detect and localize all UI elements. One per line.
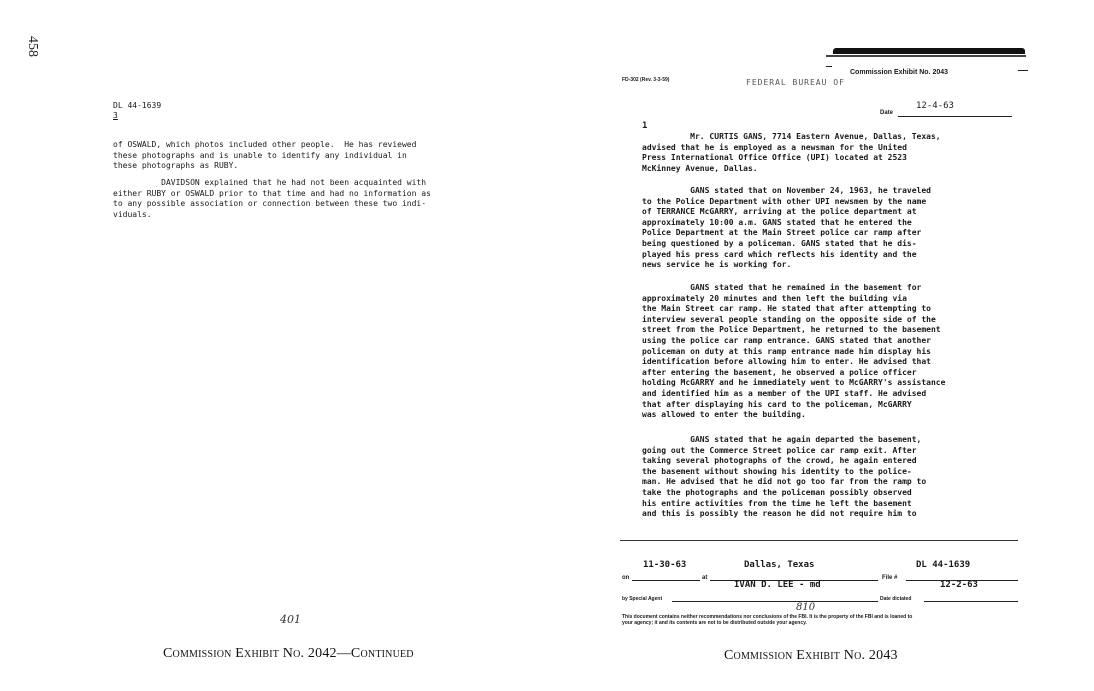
footer-on-value: 11-30-63: [643, 560, 687, 570]
footer-initials: 810: [796, 602, 816, 613]
handwritten-page-number: 401: [280, 613, 301, 626]
right-paragraph-2: GANS stated that on November 24, 1963, he traveled to the Police Department with other UPI newsmen by the name of TERRANCE McGARRY, arriving at the police department at approximately 10:00 a.m. GANS stated that he entered the Police Department at the Main Street police car ramp after being questioned by a policeman. GANS stated that he dis- played his press card which reflects his identity and the news service he is working for.: [642, 186, 931, 270]
footer-at-value: Dallas, Texas: [744, 560, 815, 570]
footer-by-label: by Special Agent: [622, 596, 663, 602]
date-label: Date: [880, 110, 894, 116]
footer-agent-value: IVAN D. LEE - md: [734, 580, 821, 590]
page-index: 3: [113, 111, 118, 120]
footer-dictated-label: Date dictated: [880, 596, 912, 602]
footer-dictated-underline: [924, 601, 1018, 602]
footer-divider: [620, 540, 1018, 541]
top-binding-bar: [833, 48, 1025, 54]
report-date: 12-4-63: [916, 101, 954, 111]
footer-file-label: File #: [882, 575, 898, 581]
left-edge-mark: [826, 66, 832, 67]
left-paragraph-1: of OSWALD, which photos included other people. He has reviewed these photographs and is unable to identify any individual in these photographs as RUBY.: [113, 140, 417, 171]
left-paragraph-2: DAVIDSON explained that he had not been acquainted with either RUBY or OSWALD prior to that time and had no information as to any possible association or connection between these two indi- viduals.: [113, 178, 431, 219]
footer-dictated-value: 12-2-63: [940, 580, 978, 590]
right-paragraph-4: GANS stated that he again departed the basement, going out the Commerce Street police car ramp exit. After taking several photographs of the crowd, he again entered the basement without showing his identity to the police- man. He advised that he did not go too far from the ramp to take the photographs and the policeman possibly observed his entire activities from the time he left the basement and this is possibly the reason he did not require him to: [642, 435, 927, 519]
page-number: 458: [25, 36, 40, 57]
footer-on-label: on: [622, 575, 630, 581]
date-underline: [898, 116, 1012, 117]
footer-agent-underline: [672, 601, 878, 602]
right-page-index: 1: [642, 121, 648, 131]
footer-notice: This document contains neither recommendations nor conclusions of the FBI. It is the property of the FBI and is loaned to your agency; it and its contents are not to be distributed outside your agency.: [622, 614, 913, 626]
footer-at-label: at: [702, 575, 708, 581]
right-edge-mark: [1018, 70, 1028, 71]
right-paragraph-3: GANS stated that he remained in the basement for approximately 20 minutes and then left the building via the Main Street car ramp. He stated that after attempting to interview several people standing on the opposite side of the street from the Police Department, he returned to the basement using the police car ramp entrance. GANS stated that another policeman on duty at this ramp entrance made him display his identification before allowing him to enter. He advised that after entering the basement, he observed a police officer holding McGARRY and he immediately went to McGARRY's assistance and identified him as a member of the UPI staff. He advised that after displaying his card to the policeman, McGARRY was allowed to enter the building.: [642, 283, 946, 420]
header-stamp: FEDERAL BUREAU OF: [746, 78, 845, 87]
file-reference: DL 44-1639: [113, 101, 162, 110]
footer-on-underline: [632, 580, 700, 581]
right-exhibit-caption: Commission Exhibit No. 2043: [724, 648, 898, 663]
left-exhibit-caption: Commission Exhibit No. 2042—Continued: [163, 646, 414, 661]
right-paragraph-1: Mr. CURTIS GANS, 7714 Eastern Avenue, Dallas, Texas, advised that he is employed as a newsman for the United Press International Office Office (UPI) located at 2523 McKinney Avenue, Dallas.: [642, 132, 941, 173]
footer-file-value: DL 44-1639: [916, 560, 971, 570]
top-binding-shadow: [826, 55, 1026, 57]
exhibit-stamp: Commission Exhibit No. 2043: [850, 69, 949, 76]
form-code: FD-302 (Rev. 3-3-59): [622, 77, 670, 83]
